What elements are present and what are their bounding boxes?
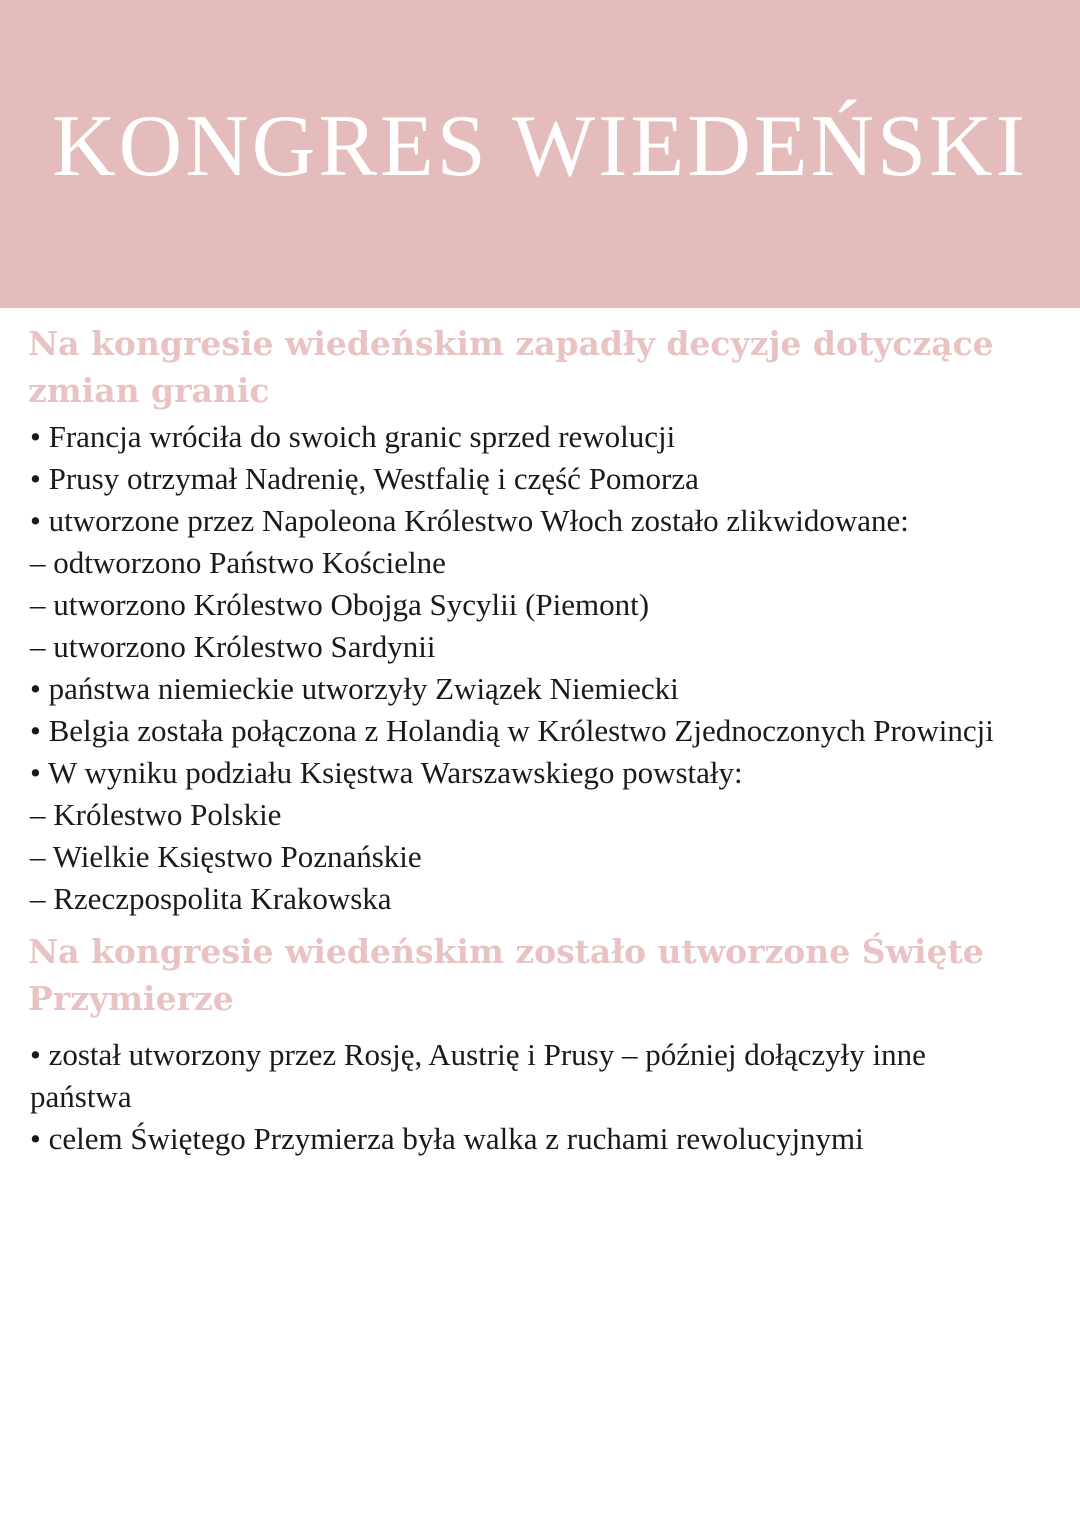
list-item: – Wielkie Księstwo Poznańskie <box>30 839 422 874</box>
list-item: – odtworzono Państwo Kościelne <box>30 545 446 580</box>
list-item: • Prusy otrzymał Nadrenię, Westfalię i część Pomorza <box>30 461 699 496</box>
section-heading-holy-alliance: Na kongresie wiedeńskim zostało utworzone Święte Przymierze <box>28 932 984 1018</box>
header-band <box>0 0 1080 308</box>
notes-content <box>28 320 1028 1160</box>
list-borders <box>28 416 1028 920</box>
list-holy-alliance <box>28 1034 1028 1160</box>
page-title: KONGRES WIEDEŃSKI <box>52 98 1028 195</box>
list-item: • Belgia została połączona z Holandią w Królestwo Zjednoczonych Prowincji <box>30 713 994 748</box>
list-item: • Francja wróciła do swoich granic sprzed rewolucji <box>30 419 676 454</box>
list-item: • państwa niemieckie utworzyły Związek Niemiecki <box>30 671 679 706</box>
list-item: • został utworzony przez Rosję, Austrię i Prusy – później dołączyły inne państwa <box>30 1037 926 1114</box>
list-item: • celem Świętego Przymierza była walka z ruchami rewolucyjnymi <box>30 1121 864 1156</box>
list-item: – Królestwo Polskie <box>30 797 282 832</box>
section-heading-borders: Na kongresie wiedeńskim zapadły decyzje dotyczące zmian granic <box>28 324 994 410</box>
list-item: – Rzeczpospolita Krakowska <box>30 881 392 916</box>
list-item: – utworzono Królestwo Obojga Sycylii (Piemont) <box>30 587 650 622</box>
list-item: – utworzono Królestwo Sardynii <box>30 629 436 664</box>
list-item: • utworzone przez Napoleona Królestwo Włoch zostało zlikwidowane: <box>30 503 909 538</box>
list-item: • W wyniku podziału Księstwa Warszawskiego powstały: <box>30 755 743 790</box>
